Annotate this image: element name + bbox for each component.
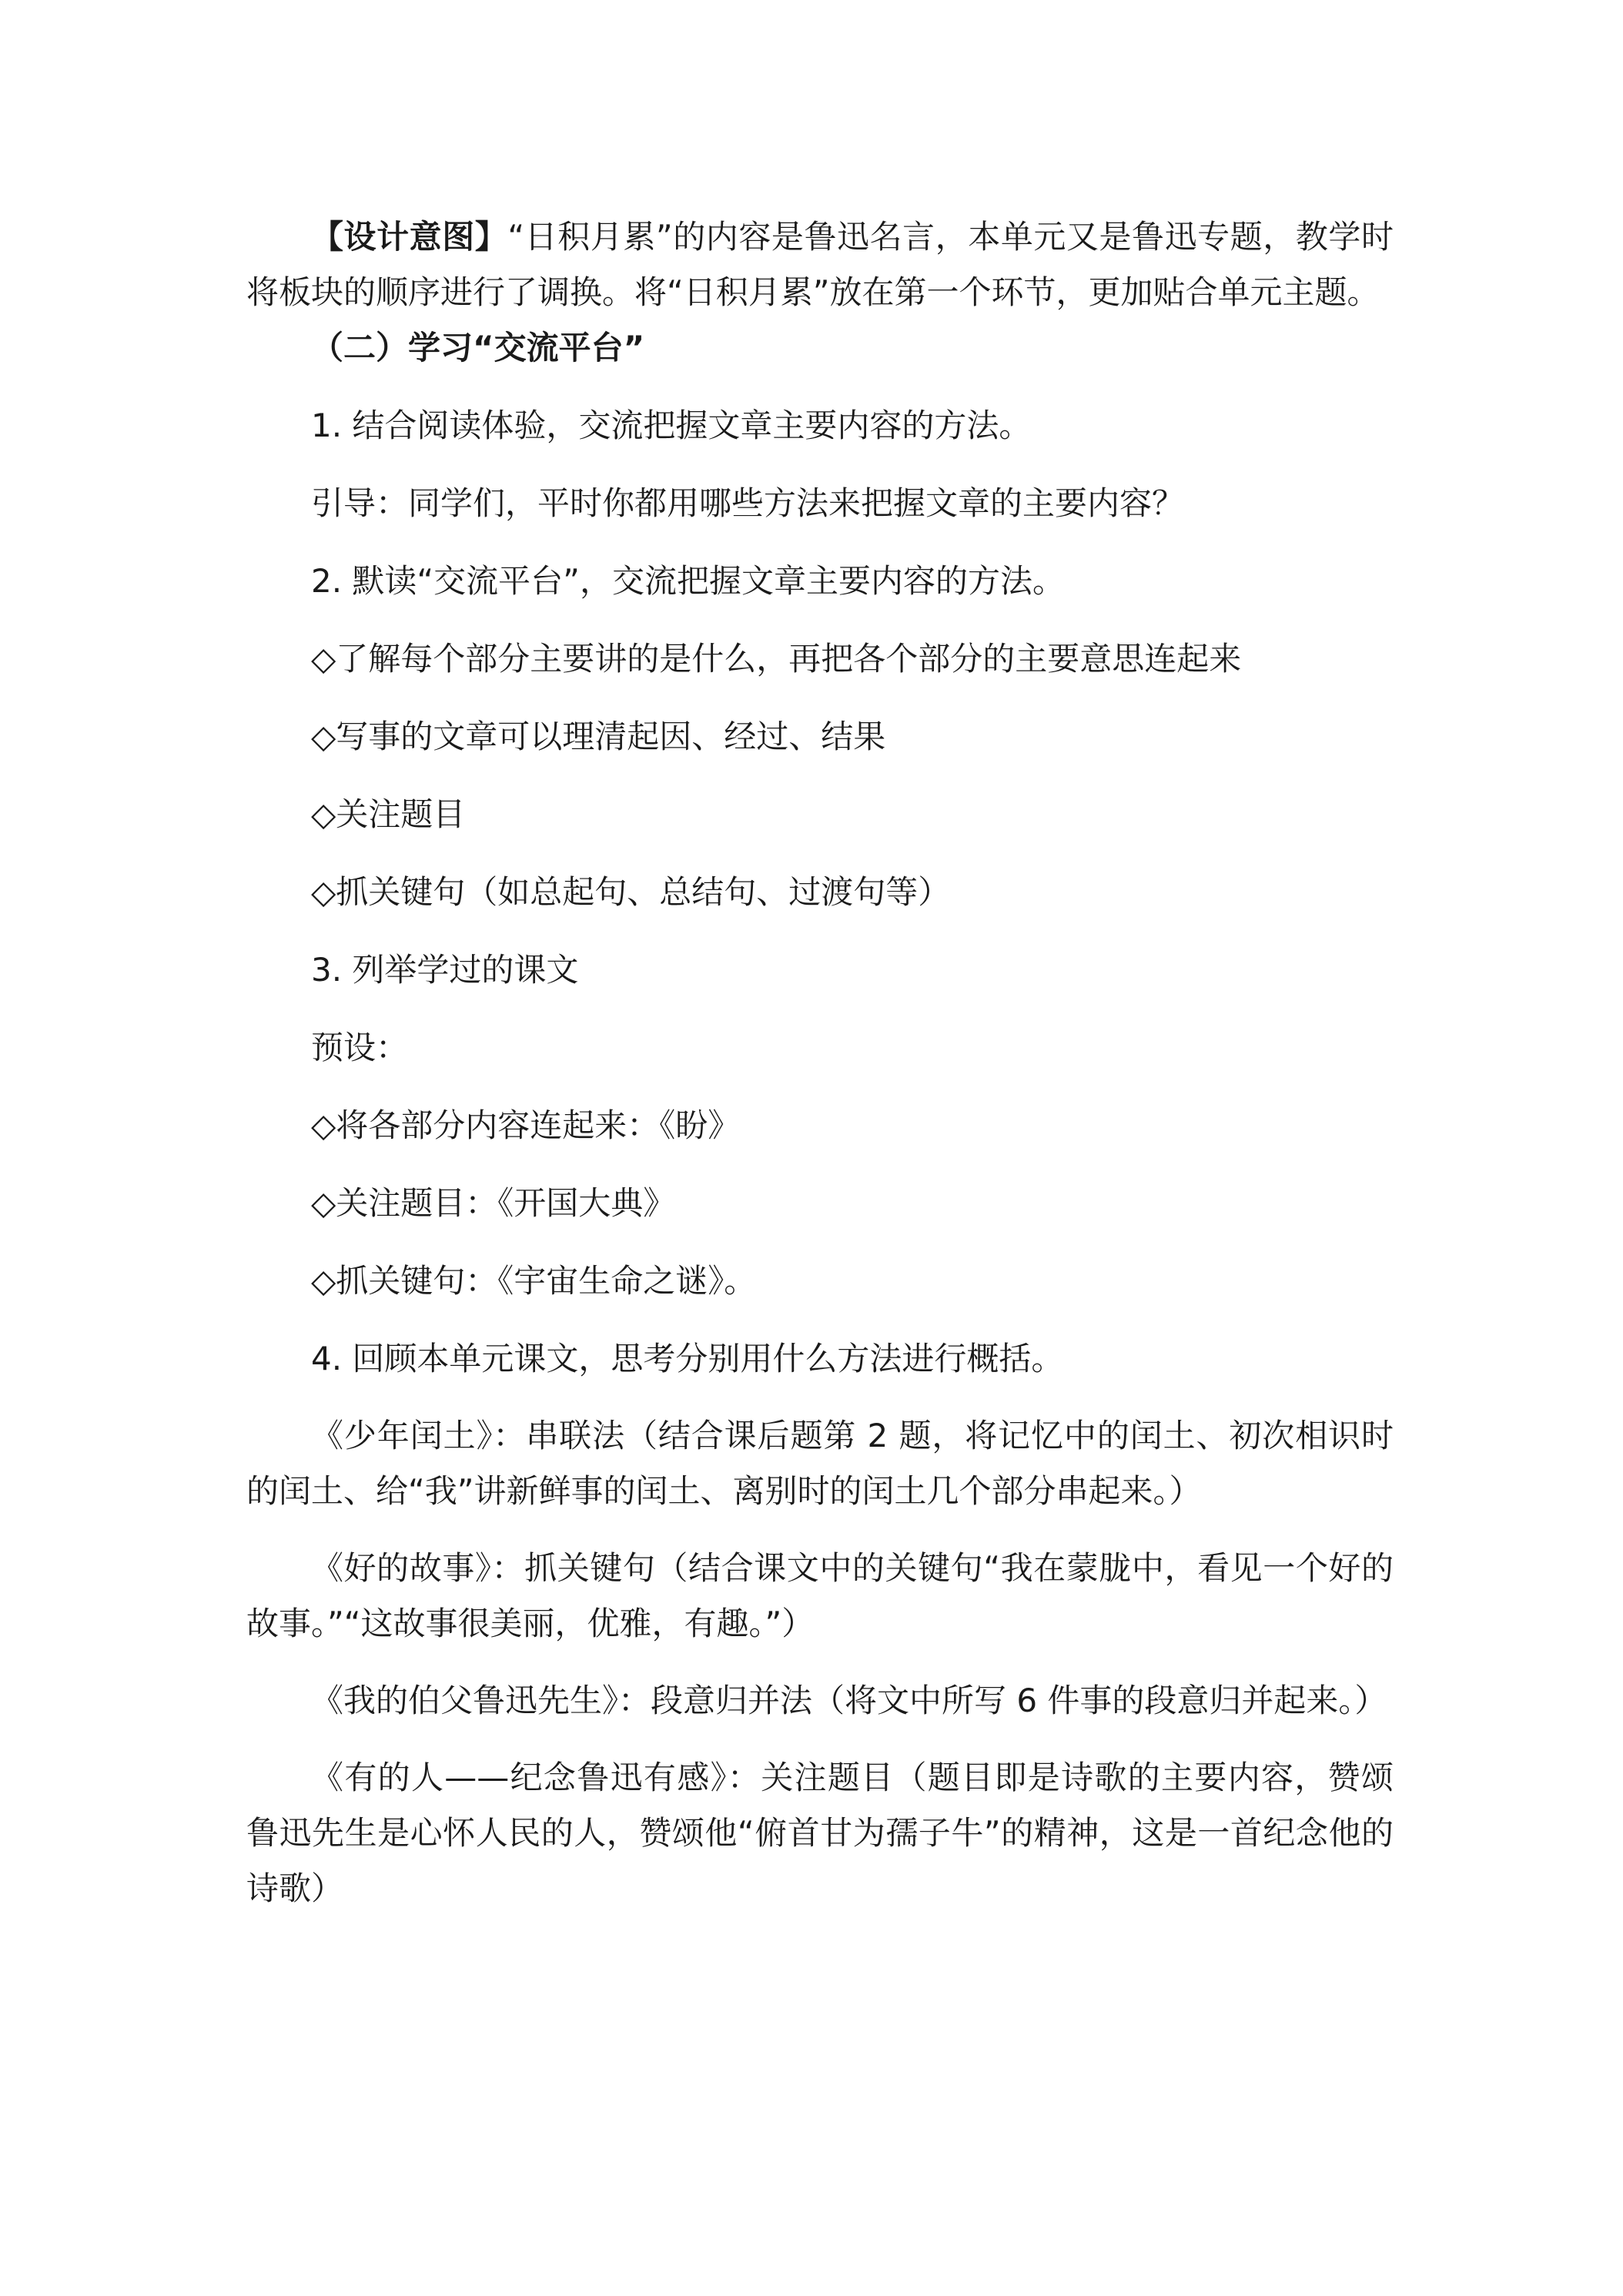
preset-list-item: ◇抓关键句：《宇宙生命之谜》。 — [311, 1262, 757, 1300]
step-2: 2. 默读“交流平台”，交流把握文章主要内容的方法。 — [311, 562, 1065, 600]
lesson-summary-paragraph: 《少年闰土》：串联法（结合课后题第 2 题，将记忆中的闰土、初次相识时的闰土、给“我”讲新鲜事的闰土、离别时的闰土几个部分串起来。） — [246, 1417, 1394, 1510]
preset-list-item: ◇将各部分内容连起来：《盼》 — [311, 1106, 741, 1144]
section-heading: （二）学习“交流平台” — [311, 329, 645, 366]
guide-question: 引导：同学们，平时你都用哪些方法来把握文章的主要内容？ — [311, 484, 1185, 522]
document-body — [246, 209, 1394, 1916]
lesson-summary-paragraph: 《有的人——纪念鲁迅有感》：关注题目（题目即是诗歌的主要内容，赞颂鲁迅先生是心怀人民的人，赞颂他“俯首甘为孺子牛”的精神，这是一首纪念他的诗歌） — [246, 1759, 1394, 1907]
method-list-item: ◇抓关键句（如总起句、总结句、过渡句等） — [311, 873, 951, 911]
design-intent-text: “日积月累”的内容是鲁迅名言，本单元又是鲁迅专题，教学时将板块的顺序进行了调换。将“日积月累”放在第一个环节，更加贴合单元主题。 — [246, 218, 1394, 311]
step-4: 4. 回顾本单元课文，思考分别用什么方法进行概括。 — [311, 1340, 1064, 1377]
step-3: 3. 列举学过的课文 — [311, 951, 579, 989]
method-list-item: ◇写事的文章可以理清起因、经过、结果 — [311, 718, 886, 755]
preset-list-item: ◇关注题目：《开国大典》 — [311, 1184, 676, 1222]
method-list-item: ◇了解每个部分主要讲的是什么，再把各个部分的主要意思连起来 — [311, 640, 1242, 678]
preset-label: 预设： — [311, 1029, 409, 1066]
step-1: 1. 结合阅读体验，交流把握文章主要内容的方法。 — [311, 407, 1032, 444]
lesson-summary-paragraph: 《好的故事》：抓关键句（结合课文中的关键句“我在蒙胧中，看见一个好的故事。”“这故事很美丽，优雅，有趣。”） — [246, 1549, 1394, 1642]
lesson-summary-paragraph: 《我的伯父鲁迅先生》：段意归并法（将文中所写 6 件事的段意归并起来。） — [311, 1682, 1387, 1719]
design-intent-paragraph — [246, 209, 1394, 320]
design-intent-label: 【设计意图】 — [311, 218, 508, 256]
method-list-item: ◇关注题目 — [311, 795, 466, 833]
